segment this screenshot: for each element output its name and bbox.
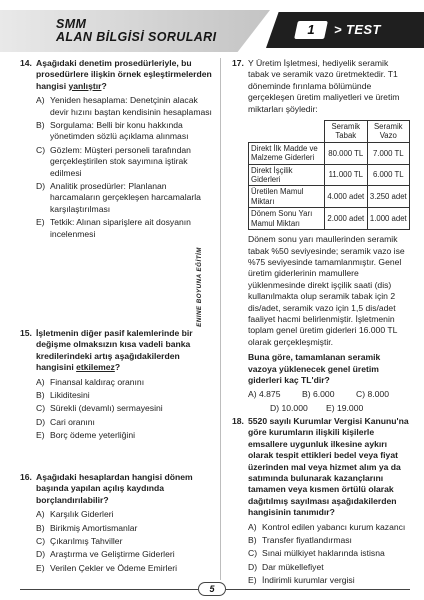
question-intro: Y Üretim İşletmesi, hediyelik seramik tabak ve seramik vazo üretmektedir. T1 döneminde fırınlama bölümünde gerçekleşen üretim maliyetleri ve üretim miktarları şöyledir: (248, 58, 400, 114)
option-letter: E) (36, 562, 45, 573)
option-e[interactable] (36, 217, 212, 240)
table-cell: 3.250 adet (367, 186, 409, 208)
option-b[interactable] (302, 389, 356, 400)
option-text: 8.000 (367, 389, 389, 400)
option-text: Verilen Çekler ve Ödeme Emirleri (50, 562, 178, 573)
option-text: Çıkarılmış Tahviller (50, 536, 123, 547)
option-letter: A) (36, 95, 45, 106)
question-17 (232, 58, 410, 414)
table-cell: 4.000 adet (325, 186, 368, 208)
option-d[interactable] (36, 549, 212, 560)
table-cell: 1.000 adet (367, 208, 409, 230)
table-row-label: Direkt İlk Madde ve Malzeme Giderleri (249, 142, 325, 164)
option-letter: A) (248, 389, 257, 400)
table-row (249, 142, 410, 164)
question-body: Dönem sonu yarı maullerinden seramik tabak %50 seviyesinde; seramik vazo ise %75 seviyesinde tamamlanmıştır. Genel üretim giderlerinin mamullere yüklenmesinde direkt işçilik saati (dis) kullanılmakta olup seramik tabak için 2 dis/adet, seramik vazo için 1,5 dis/adet faaliyet hacmi belirlenmiştir. İşletmenin toplam genel üretim giderleri 16.000 TL olarak gerçekleşmiştir. (248, 234, 405, 347)
table-cell: 2.000 adet (325, 208, 368, 230)
option-d[interactable] (36, 417, 212, 428)
option-letter: A) (36, 376, 45, 387)
option-letter: C) (36, 403, 46, 414)
option-text: 6.000 (312, 389, 335, 400)
option-letter: D) (248, 561, 258, 572)
option-text: Likiditesini (50, 390, 90, 401)
option-text: Kontrol edilen yabancı kurum kazancı (262, 521, 406, 532)
question-number: 14. (20, 58, 32, 68)
table-row (249, 186, 410, 208)
option-text: İndirimli kurumlar vergisi (262, 575, 355, 586)
option-letter: B) (36, 120, 45, 131)
stem-text: İşletmenin diğer pasif kalemlerinde bir değişme olmaksızın kısa vadeli banka kredilerindeki artış aşağıdakilerden hangisini (36, 328, 193, 373)
option-text: Analitik prosedürler: Planlanan harcamaların gerçekleşen harcamalarla karşılaştırılması (50, 181, 201, 214)
options-list (20, 377, 212, 442)
table-row (249, 164, 410, 186)
option-text: 4.875 (258, 389, 281, 400)
question-number: 15. (20, 328, 32, 338)
footer-rule-left (20, 589, 198, 590)
header-title-line1: SMM (56, 17, 87, 31)
option-letter: C) (356, 389, 366, 400)
stem-emphasis: yanlıştır (68, 80, 102, 91)
option-text: Araştırma ve Geliştirme Giderleri (50, 549, 175, 560)
option-a[interactable] (36, 95, 212, 118)
option-letter: B) (36, 522, 45, 533)
option-letter: D) (36, 181, 46, 192)
option-text: Finansal kaldıraç oranını (50, 376, 145, 387)
answer-row (232, 389, 410, 400)
question-stem: 5520 sayılı Kurumlar Vergisi Kanunu'na göre kurumların ilişkili kişilerle emsallere uygunluk ilkesine aykırı olarak tespit ettikleri bedel veya fiyat üzerinden mal veya hizmet alım ya da satımında bulunarak kazançlarını tamamen veya kısmen örtülü olarak dağıtılmış sayılması aşağıdakilerden hangisinin tanımıdır? (248, 416, 409, 518)
option-text: Gözlem: Müşteri personeli tarafından gerçekleştirilen stok sayımına iştirak edilmesi (50, 144, 191, 178)
cost-table (248, 120, 410, 230)
option-c[interactable] (36, 536, 212, 547)
option-letter: C) (36, 536, 46, 547)
option-c[interactable] (36, 145, 212, 179)
option-letter: C) (248, 548, 258, 559)
stem-emphasis: etkilemez (76, 362, 115, 373)
option-text: Sorgulama: Belli bir konu hakkında yönetimden sözlü açıklama alınması (50, 120, 189, 142)
option-c[interactable] (248, 548, 410, 559)
option-a[interactable] (248, 522, 410, 533)
option-b[interactable] (36, 523, 212, 534)
stem-end: ? (114, 362, 121, 373)
option-c[interactable] (356, 389, 410, 400)
options-list (232, 522, 410, 587)
test-label: > TEST (334, 22, 381, 37)
table-cell: 80.000 TL (325, 142, 368, 164)
option-letter: E) (36, 430, 45, 441)
question-number: 18. (232, 416, 244, 426)
option-text: Dar mükellefiyet (262, 561, 324, 572)
header-title (56, 18, 216, 44)
question-stem: Aşağıdaki hesaplardan hangisi dönem başında yapılan açılış kaydında borçlandırılabilir? (36, 472, 193, 505)
option-d[interactable] (36, 181, 212, 215)
option-text: Transfer fiyatlandırması (262, 535, 352, 546)
option-letter: E) (248, 575, 257, 586)
column-divider (220, 58, 221, 580)
option-e[interactable] (36, 430, 212, 441)
option-text: Birikmiş Amortismanlar (50, 522, 138, 533)
options-list (20, 509, 212, 574)
page-number: 5 (198, 582, 226, 596)
option-b[interactable] (248, 535, 410, 546)
option-e[interactable] (248, 575, 410, 586)
option-a[interactable] (36, 509, 212, 520)
table-cell: 7.000 TL (367, 142, 409, 164)
option-text: Cari oranını (50, 416, 95, 427)
option-letter: E) (36, 217, 45, 228)
question-16 (20, 472, 212, 576)
option-text: 10.000 (281, 402, 308, 413)
option-letter: A) (248, 521, 257, 532)
option-text: Sürekli (devamlı) sermayesini (50, 403, 163, 414)
option-text: 19.000 (336, 402, 364, 413)
option-c[interactable] (36, 403, 212, 414)
header-title-line2: ALAN BİLGİSİ SORULARI (56, 30, 217, 44)
question-18 (232, 416, 410, 589)
table-header-cell (249, 121, 325, 143)
option-letter: A) (36, 509, 45, 520)
stem-text: Aşağıdaki denetim prosedürleriyle, bu prosedürlere ilişkin örnek eşleştirmelerden hangisi (36, 58, 212, 91)
table-row-label: Dönem Sonu Yarı Mamul Miktarı (249, 208, 325, 230)
option-text: Tetkik: Alınan siparişlere ait dosyanın incelenmesi (50, 217, 191, 239)
option-letter: B) (248, 535, 257, 546)
option-text: Sınai mülkiyet haklarında istisna (262, 548, 385, 559)
option-text: Yeniden hesaplama: Denetçinin alacak devir hızını baştan kendisinin hesaplaması (50, 95, 212, 117)
question-prompt: Buna göre, tamamlanan seramik vazoya yüklenecek genel üretim giderleri kaç TL'dir? (248, 352, 381, 385)
option-text: Karşılık Giderleri (50, 509, 114, 520)
question-number: 17. (232, 58, 244, 68)
table-row-label: Üretilen Mamul Miktarı (249, 186, 325, 208)
table-header-cell: Seramik Vazo (367, 121, 409, 143)
option-letter: D) (36, 549, 46, 560)
option-letter: B) (302, 389, 311, 400)
question-15 (20, 328, 212, 444)
option-letter: E) (326, 402, 335, 413)
option-letter: C) (36, 144, 46, 155)
option-b[interactable] (36, 390, 212, 401)
footer-rule-right (226, 589, 410, 590)
side-brand-text: ENINE BOYUNA EĞİTİM (196, 247, 203, 327)
option-text: Borç ödeme yeterliğini (50, 430, 136, 441)
option-letter: B) (36, 390, 45, 401)
option-d[interactable] (270, 403, 326, 414)
option-letter: D) (270, 402, 280, 413)
option-letter: D) (36, 416, 46, 427)
option-a[interactable] (248, 389, 302, 400)
question-stem (36, 328, 212, 374)
table-header-cell: Seramik Tabak (325, 121, 368, 143)
table-cell: 11.000 TL (325, 164, 368, 186)
option-d[interactable] (248, 562, 410, 573)
table-row (249, 208, 410, 230)
option-e[interactable] (36, 563, 212, 574)
option-b[interactable] (36, 120, 212, 143)
test-number: 1 (307, 22, 315, 37)
table-header-row (249, 121, 410, 143)
answer-row (232, 403, 410, 414)
option-e[interactable] (326, 403, 382, 414)
question-stem (36, 58, 212, 92)
option-a[interactable] (36, 377, 212, 388)
table-cell: 6.000 TL (367, 164, 409, 186)
stem-end: ? (101, 80, 107, 91)
question-14 (20, 58, 212, 242)
table-row-label: Direkt İşçilik Giderleri (249, 164, 325, 186)
options-list (20, 95, 212, 240)
question-number: 16. (20, 472, 32, 482)
